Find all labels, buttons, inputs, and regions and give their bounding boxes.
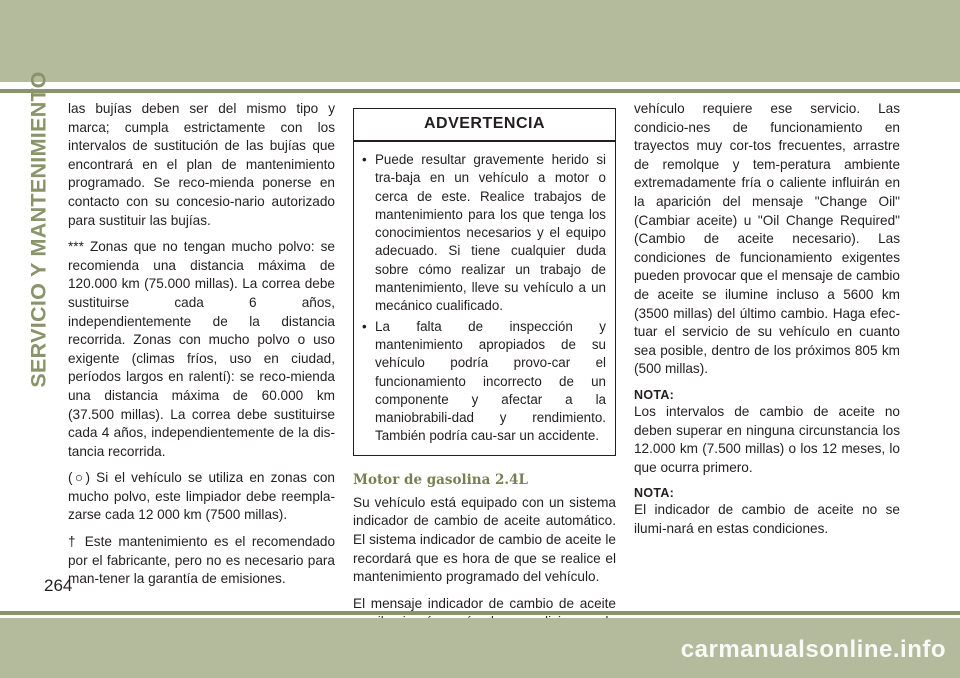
section-side-title	[24, 70, 54, 388]
paragraph: (○) Si el vehículo se utiliza en zonas con mucho polvo, este limpiador debe reempla-zarse cada 12 000 km (7500 millas).	[68, 470, 335, 523]
header-rule	[0, 89, 960, 93]
note-text: El indicador de cambio de aceite no se ilumi-nará en estas condiciones.	[634, 502, 900, 536]
paragraph: † Este mantenimiento es el recomendado por el fabricante, pero no es necesario para man-tener la garantía de emisiones.	[68, 534, 335, 587]
paragraph: Su vehículo está equipado con un sistema indicador de cambio de aceite automático. El sistema indicador de cambio de aceite le recordará que es hora de que se realice el mantenimiento programado del vehículo.	[353, 494, 616, 585]
warning-title: ADVERTENCIA	[354, 109, 615, 142]
page-number: 264	[44, 576, 73, 595]
note-text: Los intervalos de cambio de aceite no deben superar en ninguna circunstancia los 12.000 km (7.500 millas) o los 12 meses, lo que ocurra primero.	[634, 403, 900, 475]
column-left	[68, 100, 335, 597]
warning-item: • La falta de inspección y mantenimiento apropiados de su vehículo podría provo-car el funcionamiento incorrecto de un componente y afectar a la maniobrabili-dad y rendimiento. También podría cau-sar un accidente.	[362, 318, 606, 446]
section-title-text: SERVICIO Y MANTENIMIENTO	[26, 70, 51, 388]
note-label: NOTA:	[634, 387, 675, 402]
watermark: carmanualsonline.info	[680, 636, 946, 663]
header-band	[0, 0, 960, 82]
column-middle	[353, 100, 616, 677]
footer-rule	[0, 611, 960, 615]
subheading-engine: Motor de gasolina 2.4L	[353, 471, 529, 488]
warning-item: • Puede resultar gravemente herido si tra-baja en un vehículo a motor o cerca de este. Realice trabajos de mantenimiento para los que tenga los conocimientos necesarios y el equipo adecuado. Si tiene cualquier duda sobre cómo realizar un trabajo de mantenimiento, lleve su vehículo a un mecánico cualificado.	[362, 151, 606, 316]
paragraph: las bujías deben ser del mismo tipo y marca; cumpla estrictamente con los intervalos de sustitución de las bujías que encontrará en el plan de mantenimiento programado. Se reco-mienda ponerse en contacto con su concesio-nario autorizado para sustituir las bujías.	[68, 101, 335, 228]
warning-box	[353, 108, 616, 456]
warning-list	[354, 151, 615, 446]
column-right	[634, 100, 900, 546]
paragraph: vehículo requiere ese servicio. Las condicio-nes de funcionamiento en trayectos muy cor-tos frecuentes, arrastre de remolque y tem-peratura ambiente extremadamente fría o caliente influirán en la aparición del mensaje "Change Oil" (Cambiar aceite) u "Oil Change Required" (Cambio de aceite necesario). Las condiciones de funcionamiento exigentes pueden provocar que el mensaje de cambio de aceite se ilumine incluso a 5600 km (3500 millas) del último cambio. Haga efec-tuar el servicio de su vehículo en cuanto sea posible, dentro de los próximos 805 km (500 millas).	[634, 101, 900, 377]
paragraph: El mensaje indicador de cambio de aceite	[353, 595, 616, 611]
paragraph: *** Zonas que no tengan mucho polvo: se recomienda una distancia máxima de 120.000 km (75.000 millas). La correa debe sustituirse cada 6 años, independientemente de la distancia recorrida. Zonas con mucho polvo o uso exigente (climas fríos, uso en ciudad, períodos largos en ralentí): se reco-mienda una distancia máxima de 60.000 km (37.500 millas). La correa debe sustituirse cada 4 años, independientemente de la dis-tancia recorrida.	[68, 239, 335, 459]
note-label: NOTA:	[634, 486, 675, 501]
